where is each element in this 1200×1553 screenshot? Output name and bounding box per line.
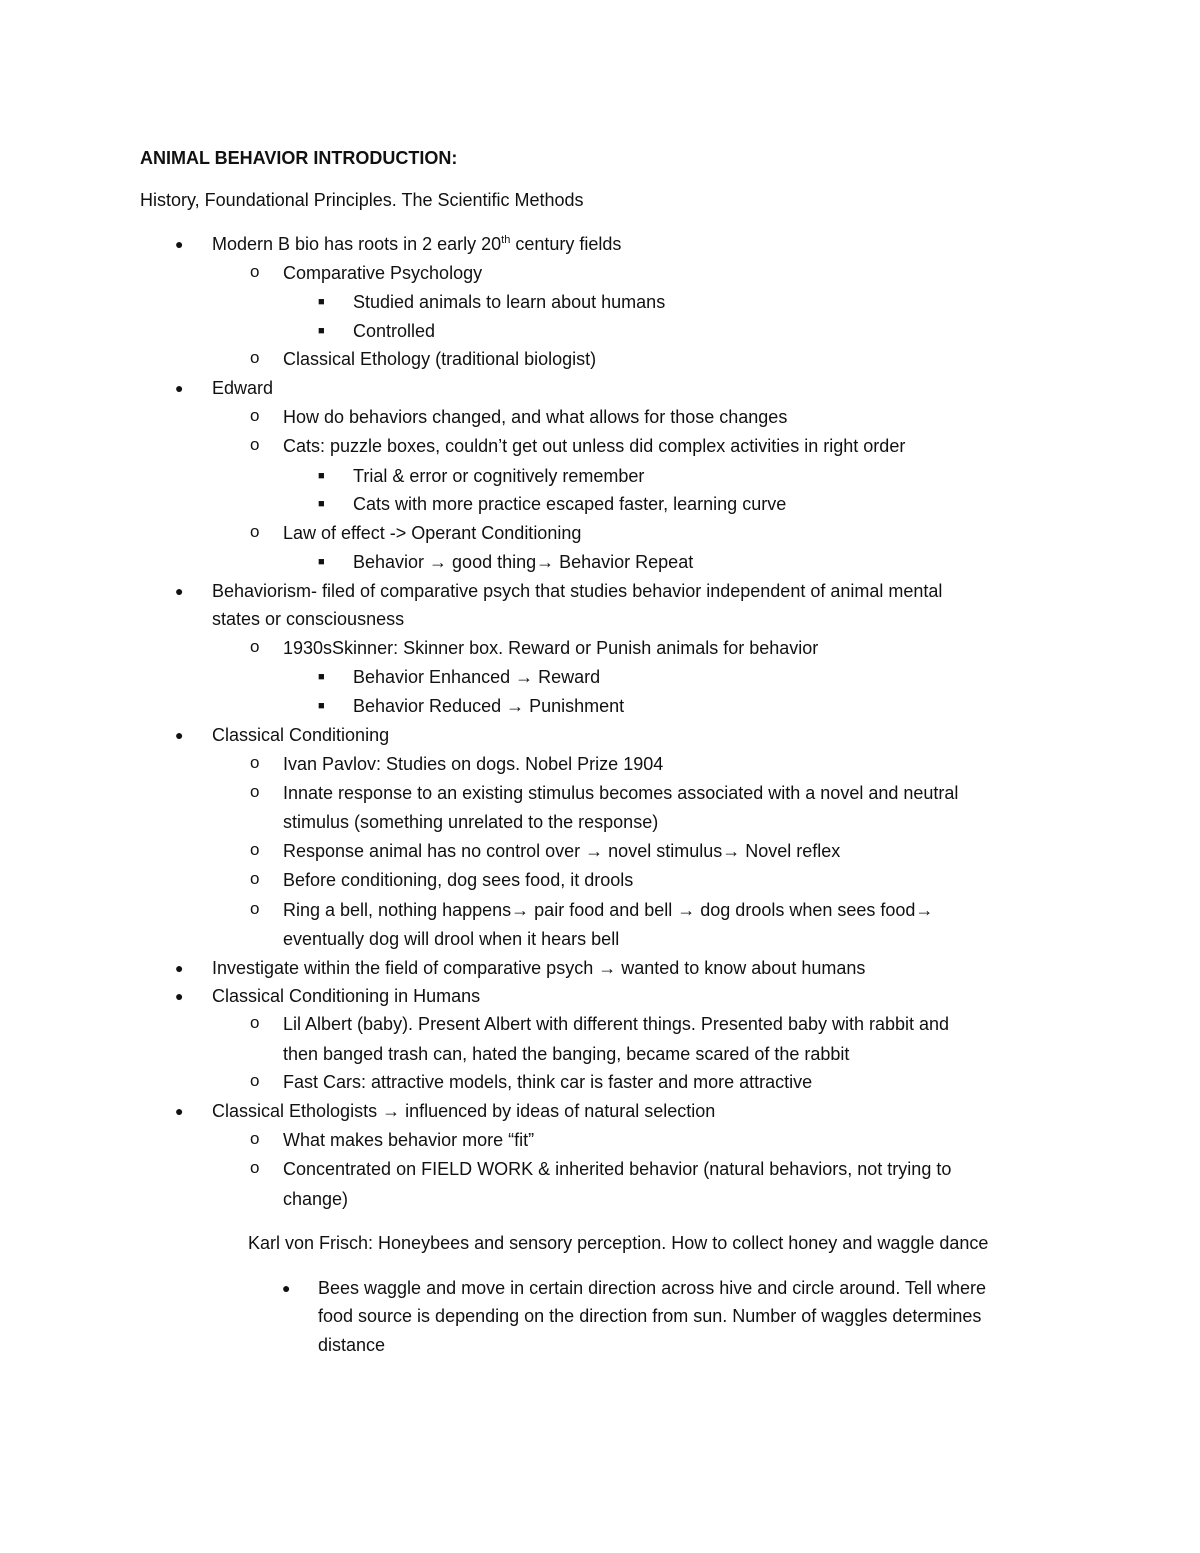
list-item-text: Fast Cars: attractive models, think car is faster and more attractive [283, 1072, 813, 1092]
bullet-icon: o [250, 1158, 260, 1177]
bullet-icon: ■ [318, 498, 325, 510]
bullet-icon: o [250, 637, 260, 656]
bullet-icon: o [250, 753, 260, 772]
list-item-text: then banged trash can, hated the banging, became scared of the rabbit [283, 1044, 850, 1064]
list-item-text: Controlled [353, 321, 436, 341]
list-item-text: Lil Albert (baby). Present Albert with different things. Presented baby with rabbit and [283, 1014, 950, 1034]
bullet-icon: o [250, 840, 260, 859]
bullet-icon: o [250, 348, 260, 367]
bullet-icon: o [250, 1129, 260, 1148]
list-item-text: Trial & error or cognitively remember [353, 466, 645, 486]
bullet-icon: ■ [318, 470, 325, 482]
list-item-text: Cats with more practice escaped faster, learning curve [353, 494, 787, 514]
list-item-text: change) [283, 1189, 349, 1209]
list-item-text: Concentrated on FIELD WORK & inherited behavior (natural behaviors, not trying to [283, 1159, 952, 1179]
bullet-icon: o [250, 262, 260, 281]
list-item-text: Innate response to an existing stimulus becomes associated with a novel and neutral [283, 783, 959, 803]
bullet-icon: o [250, 435, 260, 454]
list-item-text: Classical Ethology (traditional biologist) [283, 349, 597, 369]
bullet-icon: o [250, 406, 260, 425]
list-item-text: Behavior Reduced → Punishment [353, 696, 625, 716]
list-item-text: Behaviorism- filed of comparative psych that studies behavior independent of animal mental [212, 581, 943, 601]
list-item-text: eventually dog will drool when it hears bell [283, 929, 620, 949]
bullet-icon: o [250, 869, 260, 888]
bullet-icon: ● [175, 988, 184, 1004]
bullet-icon: ● [175, 583, 184, 599]
bullet-icon: ■ [318, 671, 325, 683]
list-item-text: Response animal has no control over → novel stimulus→ Novel reflex [283, 841, 841, 861]
bullet-icon: ● [282, 1280, 291, 1296]
bullet-icon: ■ [318, 556, 325, 568]
list-item-text: Classical Ethologists → influenced by ideas of natural selection [212, 1101, 716, 1121]
bullet-icon: ● [175, 380, 184, 396]
list-item-text: distance [318, 1335, 386, 1355]
list-item-text: Classical Conditioning in Humans [212, 986, 481, 1006]
list-item-text: Cats: puzzle boxes, couldn’t get out unless did complex activities in right order [283, 436, 906, 456]
list-item-text: stimulus (something unrelated to the response) [283, 812, 659, 832]
list-item-text: Investigate within the field of comparative psych → wanted to know about humans [212, 958, 866, 978]
bullet-icon: ● [175, 960, 184, 976]
bullet-icon: ■ [318, 700, 325, 712]
list-item-text: Behavior → good thing→ Behavior Repeat [353, 552, 694, 572]
bullet-icon: ■ [318, 325, 325, 337]
bullet-icon: o [250, 782, 260, 801]
list-item-text: Studied animals to learn about humans [353, 292, 666, 312]
list-item-text: Ring a bell, nothing happens→ pair food and bell → dog drools when sees food→ [283, 900, 934, 920]
list-item-text: Bees waggle and move in certain direction across hive and circle around. Tell where [318, 1278, 987, 1298]
bullet-icon: ● [175, 1103, 184, 1119]
list-item-text: 1930sSkinner: Skinner box. Reward or Punish animals for behavior [283, 638, 819, 658]
list-item-text: Ivan Pavlov: Studies on dogs. Nobel Prize 1904 [283, 754, 664, 774]
doc-subtitle: History, Foundational Principles. The Scientific Methods [140, 190, 584, 210]
bullet-icon: o [250, 1013, 260, 1032]
bullet-icon: ● [175, 727, 184, 743]
list-item-text: What makes behavior more “fit” [283, 1130, 535, 1150]
bullet-icon: o [250, 522, 260, 541]
bullet-icon: ● [175, 236, 184, 252]
list-item-text: Edward [212, 378, 274, 398]
list-item-text: states or consciousness [212, 609, 405, 629]
list-item-text: How do behaviors changed, and what allows for those changes [283, 407, 788, 427]
list-item-text: Classical Conditioning [212, 725, 390, 745]
doc-title: ANIMAL BEHAVIOR INTRODUCTION: [140, 148, 458, 168]
list-item-text: Comparative Psychology [283, 263, 483, 283]
list-item-text: Law of effect -> Operant Conditioning [283, 523, 582, 543]
bullet-icon: o [250, 899, 260, 918]
list-item-text: Behavior Enhanced → Reward [353, 667, 601, 687]
list-item-text: Modern B bio has roots in 2 early 20th century fields [212, 234, 622, 254]
paragraph-text: Karl von Frisch: Honeybees and sensory perception. How to collect honey and waggle dance [248, 1233, 989, 1253]
list-item-text: food source is depending on the direction from sun. Number of waggles determines [318, 1306, 982, 1326]
bullet-icon: ■ [318, 296, 325, 308]
list-item-text: Before conditioning, dog sees food, it drools [283, 870, 634, 890]
bullet-icon: o [250, 1071, 260, 1090]
